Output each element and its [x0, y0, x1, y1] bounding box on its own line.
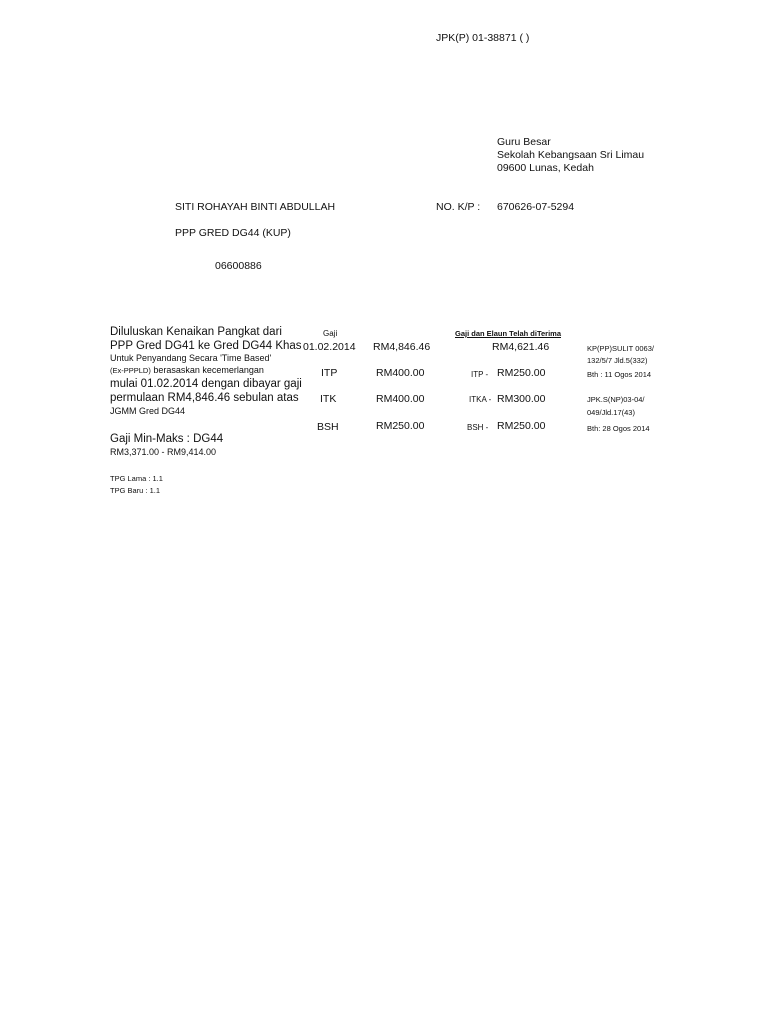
reference-1-line-1: KP(PP)SULIT 0063/ — [587, 344, 654, 353]
effective-date: 01.02.2014 — [303, 341, 356, 353]
tpg-baru: TPG Baru : 1.1 — [110, 486, 161, 495]
gaji-label: Gaji — [323, 329, 338, 338]
description-line-1: Diluluskan Kenaikan Pangkat dari — [110, 326, 282, 338]
description-line-7: JGMM Gred DG44 — [110, 406, 186, 416]
ex-pppld-label: (Ex-PPPLD) — [110, 366, 151, 375]
kp-value: 670626-07-5294 — [497, 201, 575, 213]
itk-value: RM400.00 — [376, 393, 425, 405]
tpg-lama: TPG Lama : 1.1 — [110, 474, 163, 483]
description-line-5: mulai 01.02.2014 dengan dibayar gaji — [110, 378, 302, 390]
reference-2-date: Bth: 28 Ogos 2014 — [587, 424, 650, 433]
received-itka-value: RM300.00 — [497, 393, 546, 405]
itp-label: ITP — [321, 367, 338, 379]
person-grade: PPP GRED DG44 (KUP) — [175, 227, 291, 239]
itp-value: RM400.00 — [376, 367, 425, 379]
description-line-6: permulaan RM4,846.46 sebulan atas — [110, 392, 299, 404]
received-itka-label: ITKA - — [469, 395, 492, 404]
received-bsh-label: BSH - — [467, 423, 489, 432]
itk-label: ITK — [320, 393, 337, 405]
reference-1-date: Bth : 11 Ogos 2014 — [587, 370, 652, 379]
description-line-3: Untuk Penyandang Secara 'Time Based' — [110, 353, 272, 363]
salary-min-max-label: Gaji Min-Maks : DG44 — [110, 433, 224, 445]
received-bsh-value: RM250.00 — [497, 420, 546, 432]
addressee-line-2: Sekolah Kebangsaan Sri Limau — [497, 149, 645, 161]
file-number: 06600886 — [215, 260, 262, 272]
reference-2-line-1: JPK.S(NP)03-04/ — [587, 395, 645, 404]
addressee-line-3: 09600 Lunas, Kedah — [497, 162, 594, 174]
reference-2-line-2: 049/Jld.17(43) — [587, 408, 635, 417]
new-salary-value: RM4,846.46 — [373, 341, 431, 353]
received-heading: Gaji dan Elaun Telah diTerima — [455, 329, 561, 338]
description-line-4 — [110, 366, 264, 375]
reference-1-line-2: 132/5/7 Jld.5(332) — [587, 356, 648, 365]
received-itp-label: ITP - — [471, 370, 489, 379]
kp-label: NO. K/P : — [436, 201, 481, 213]
received-salary-value: RM4,621.46 — [492, 341, 550, 353]
person-name: SITI ROHAYAH BINTI ABDULLAH — [175, 201, 336, 213]
bsh-value: RM250.00 — [376, 420, 425, 432]
description-line-2: PPP Gred DG41 ke Gred DG44 Khas — [110, 340, 302, 352]
salary-min-max-range: RM3,371.00 - RM9,414.00 — [110, 447, 217, 457]
bsh-label: BSH — [317, 421, 339, 433]
addressee-line-1: Guru Besar — [497, 136, 551, 148]
reference-number: JPK(P) 01-38871 ( ) — [436, 32, 530, 44]
description-line-4-rest: berasaskan kecemerlangan — [150, 365, 264, 375]
received-itp-value: RM250.00 — [497, 367, 546, 379]
